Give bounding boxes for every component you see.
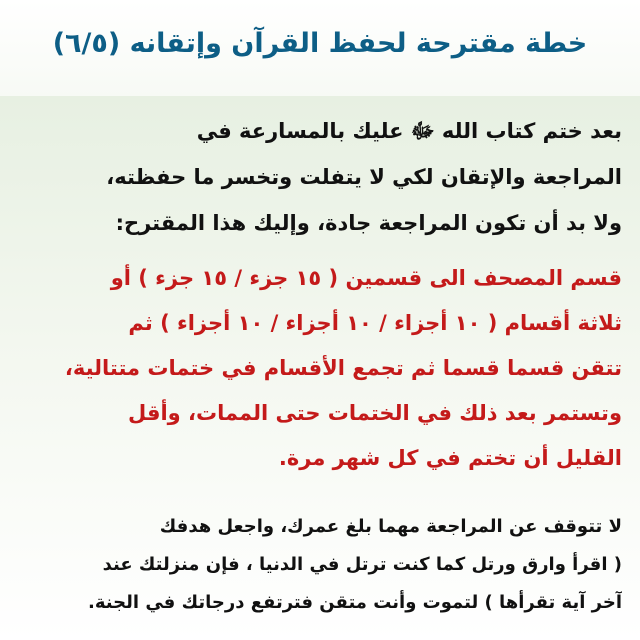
closing-paragraph [18,508,622,622]
intro-line: بعد ختم كتاب الله ﷻ عليك بالمسارعة في [196,119,622,143]
page-title: خطة مقترحة لحفظ القرآن وإتقانه (٦/٥) [52,28,588,59]
title-bar [0,0,640,96]
intro-line: ولا بد أن تكون المراجعة جادة، وإليك هذا المقترح: [115,211,622,235]
closing-line: آخر آية تقرأها ) لتموت وأنت متقن فترتفع درجاتك في الجنة. [88,592,622,613]
intro-line: المراجعة والإتقان لكي لا يتفلت وتخسر ما حفظته، [106,165,622,189]
intro-paragraph [18,108,622,246]
plan-line: وتستمر بعد ذلك في الختمات حتى الممات، وأقل [127,401,622,425]
plan-line: قسم المصحف الى قسمين ( ١٥ جزء / ١٥ جزء ) أو [110,266,622,290]
plan-paragraph [18,256,622,481]
closing-line: لا تتوقف عن المراجعة مهما بلغ عمرك، واجعل هدفك [159,516,622,537]
closing-line: ( اقرأ وارق ورتل كما كنت ترتل في الدنيا ، فإن منزلتك عند [102,554,622,575]
plan-line: ثلاثة أقسام ( ١٠ أجزاء / ١٠ أجزاء / ١٠ أجزاء ) ثم [128,311,622,335]
plan-line: القليل أن تختم في كل شهر مرة. [278,446,622,470]
plan-line: تتقن قسما قسما ثم تجمع الأقسام في ختمات متتالية، [64,356,622,380]
